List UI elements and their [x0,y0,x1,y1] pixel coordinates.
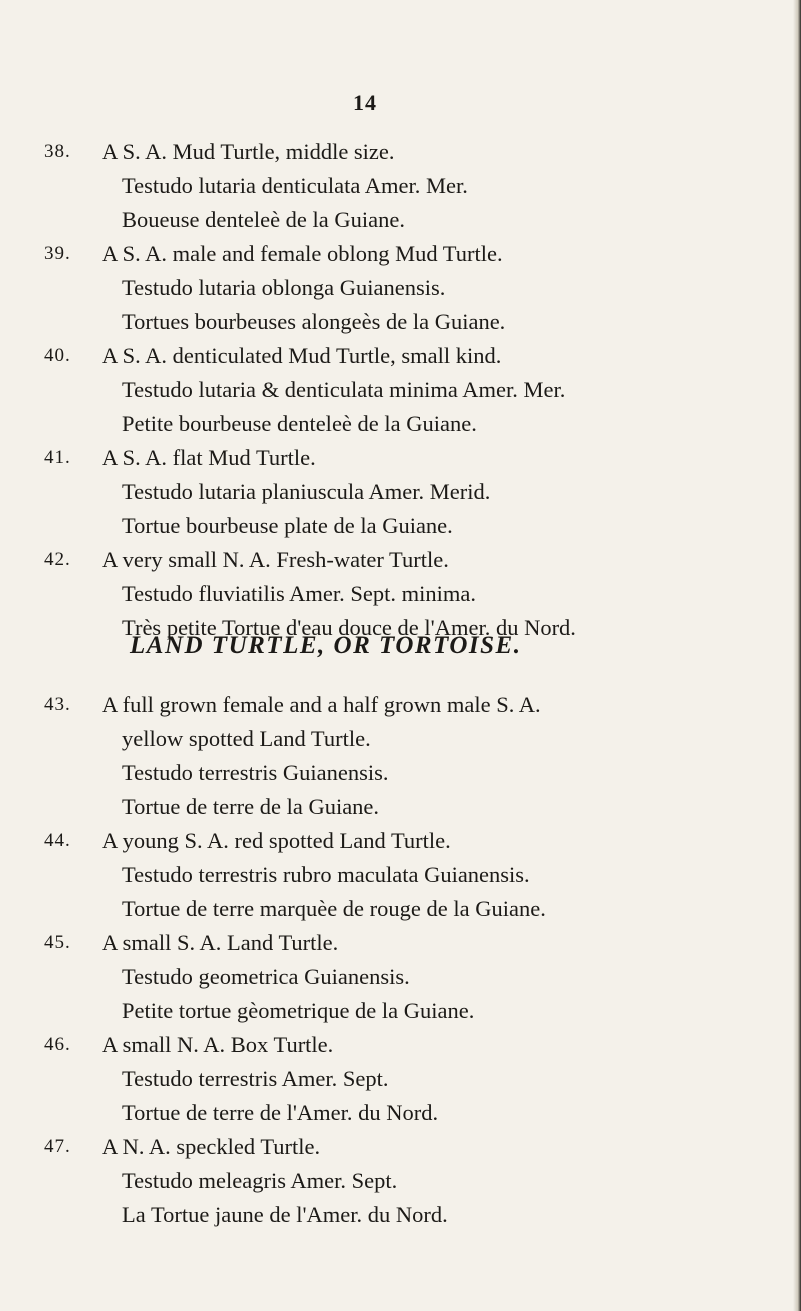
entry-title: A very small N. A. Fresh-water Turtle. [102,547,449,572]
entry-title: A N. A. speckled Turtle. [102,1134,321,1159]
entry-latin-name: Testudo geometrica Guianensis. [122,964,410,989]
catalog-entry [0,441,790,543]
entry-latin-name: Testudo lutaria oblonga Guianensis. [122,275,446,300]
catalog-entry [0,824,790,926]
entry-title: A S. A. Mud Turtle, middle size. [102,139,395,164]
entry-french-name: Petite tortue gèometrique de la Guiane. [122,998,475,1023]
catalog-entry [0,543,790,645]
entry-french-name: Tortue de terre marquèe de rouge de la Guiane. [122,896,546,921]
entry-number: 47. [44,1136,71,1157]
entry-french-name: Petite bourbeuse denteleè de la Guiane. [122,411,477,436]
page-edge-shadow [793,0,801,1311]
catalog-entry [0,1028,790,1130]
entry-number: 44. [44,830,71,851]
entry-title: A small S. A. Land Turtle. [102,930,339,955]
entry-title: A S. A. denticulated Mud Turtle, small kind. [102,343,502,368]
entry-number: 41. [44,447,71,468]
entry-french-name: Tortue bourbeuse plate de la Guiane. [122,513,453,538]
entry-number: 45. [44,932,71,953]
entry-latin-name: Testudo lutaria & denticulata minima Amer. Mer. [122,377,566,402]
catalog-entry [0,1130,790,1232]
entry-title: A small N. A. Box Turtle. [102,1032,334,1057]
entry-title: A young S. A. red spotted Land Turtle. [102,828,451,853]
section-heading: LAND TURTLE, OR TORTOISE. [130,632,522,659]
entry-number: 42. [44,549,71,570]
entry-latin-name: Testudo fluviatilis Amer. Sept. minima. [122,581,477,606]
entries-upper [0,135,790,645]
entry-title: A full grown female and a half grown male S. A. [102,692,541,717]
page-number: 14 [353,90,377,115]
entry-latin-name: Testudo lutaria denticulata Amer. Mer. [122,173,468,198]
entry-french-name: Boueuse denteleè de la Guiane. [122,207,406,232]
entry-number: 46. [44,1034,71,1055]
catalog-entry [0,237,790,339]
entries-lower [0,688,790,1232]
entry-number: 40. [44,345,71,366]
entry-title-continued: yellow spotted Land Turtle. [122,726,371,751]
entry-title: A S. A. male and female oblong Mud Turtle. [102,241,503,266]
entry-french-name: La Tortue jaune de l'Amer. du Nord. [122,1202,448,1227]
entry-number: 43. [44,694,71,715]
entry-latin-name: Testudo terrestris rubro maculata Guianensis. [122,862,530,887]
entry-title: A S. A. flat Mud Turtle. [102,445,316,470]
catalog-entry [0,339,790,441]
entry-latin-name: Testudo lutaria planiuscula Amer. Merid. [122,479,491,504]
entry-number: 38. [44,141,71,162]
entry-french-name: Tortue de terre de l'Amer. du Nord. [122,1100,439,1125]
catalog-entry [0,688,790,824]
catalog-entry [0,926,790,1028]
entry-latin-name: Testudo terrestris Guianensis. [122,760,389,785]
entry-latin-name: Testudo terrestris Amer. Sept. [122,1066,389,1091]
entry-french-name: Très petite Tortue d'eau douce de l'Amer. du Nord. [122,615,576,640]
catalog-entry [0,135,790,237]
entry-french-name: Tortue de terre de la Guiane. [122,794,380,819]
entry-number: 39. [44,243,71,264]
entry-latin-name: Testudo meleagris Amer. Sept. [122,1168,398,1193]
entry-french-name: Tortues bourbeuses alongeès de la Guiane. [122,309,506,334]
